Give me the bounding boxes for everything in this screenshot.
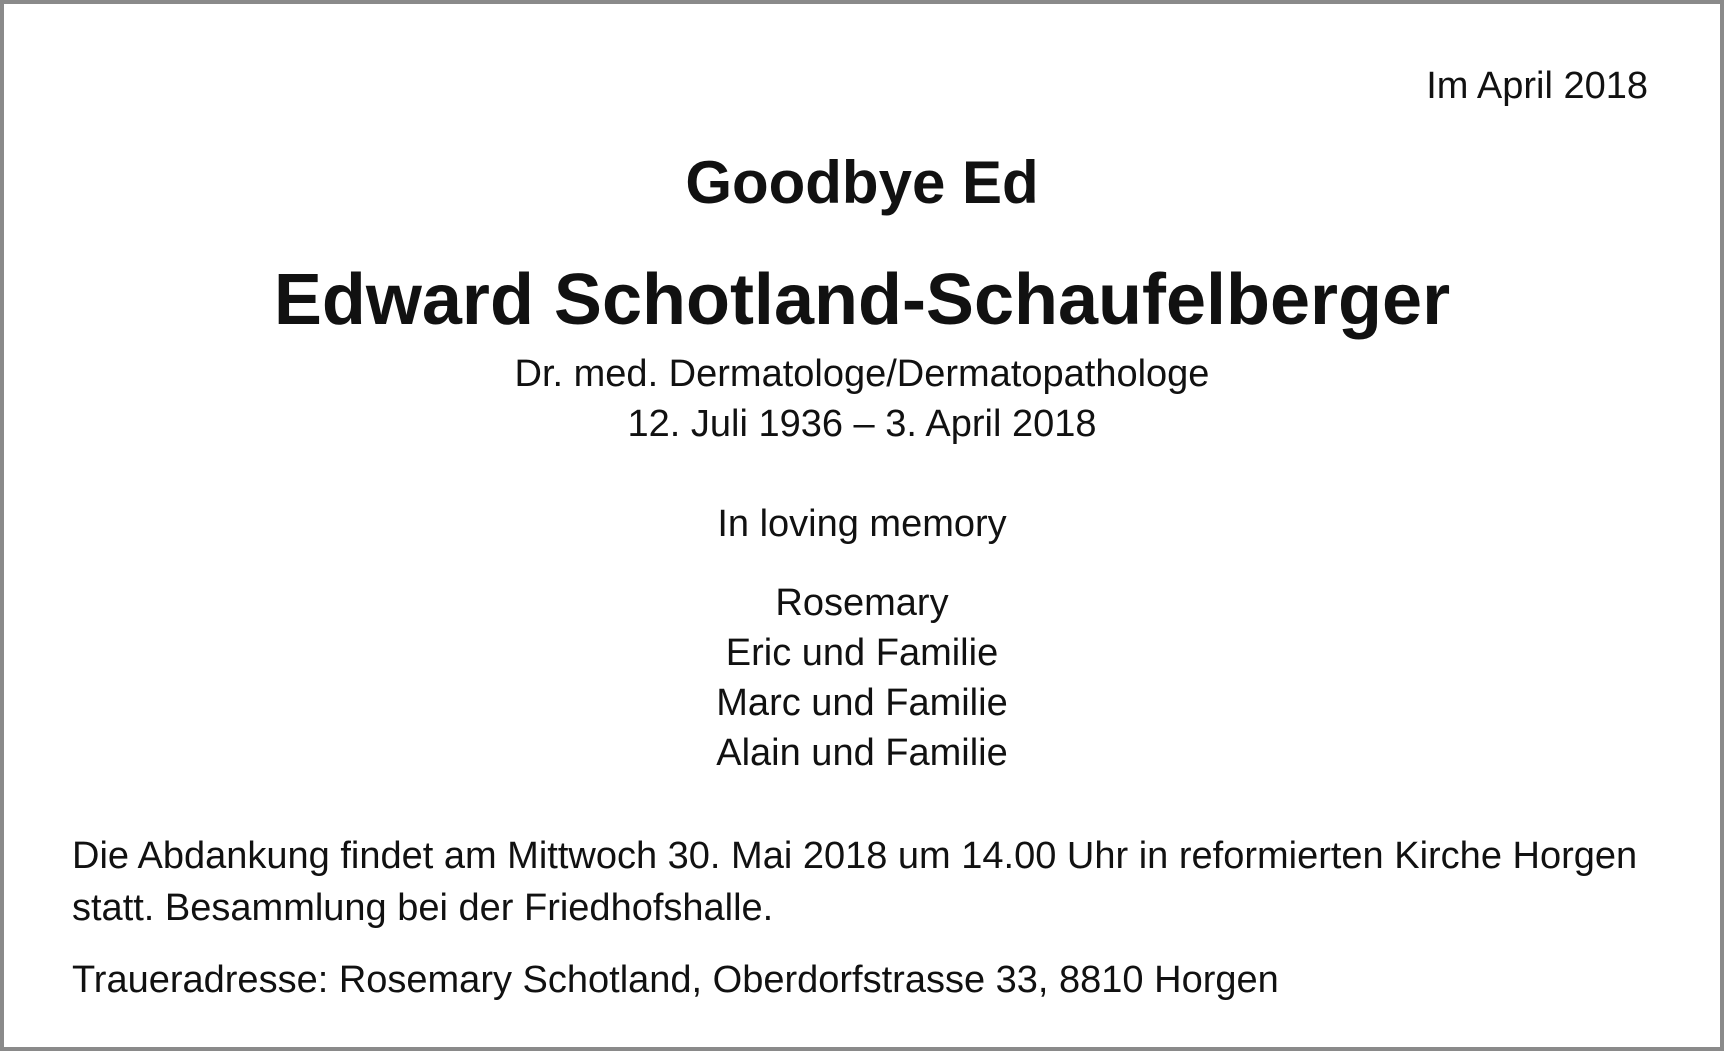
memory-line: In loving memory: [717, 503, 1007, 545]
notice-date: Im April 2018: [1426, 65, 1648, 107]
life-dates: 12. Juli 1936 – 3. April 2018: [627, 403, 1097, 445]
mourners-list: [4, 578, 1720, 778]
mourner-item: Eric und Familie: [725, 632, 999, 674]
mourner-item: Alain und Familie: [716, 732, 1008, 774]
mourning-address: Traueradresse: Rosemary Schotland, Oberdorfstrasse 33, 8810 Horgen: [72, 959, 1279, 1001]
mourner-item: Marc und Familie: [716, 682, 1008, 724]
mourner-item: Rosemary: [775, 582, 949, 624]
deceased-name: Edward Schotland-Schaufelberger: [273, 260, 1451, 340]
greeting-heading: Goodbye Ed: [685, 149, 1039, 216]
professional-title: Dr. med. Dermatologe/Dermatopathologe: [514, 353, 1210, 395]
ceremony-details: Die Abdankung findet am Mittwoch 30. Mai 2018 um 14.00 Uhr in reformierten Kirche Horgen statt. Besammlung bei der Friedhofshalle.: [72, 835, 1638, 929]
